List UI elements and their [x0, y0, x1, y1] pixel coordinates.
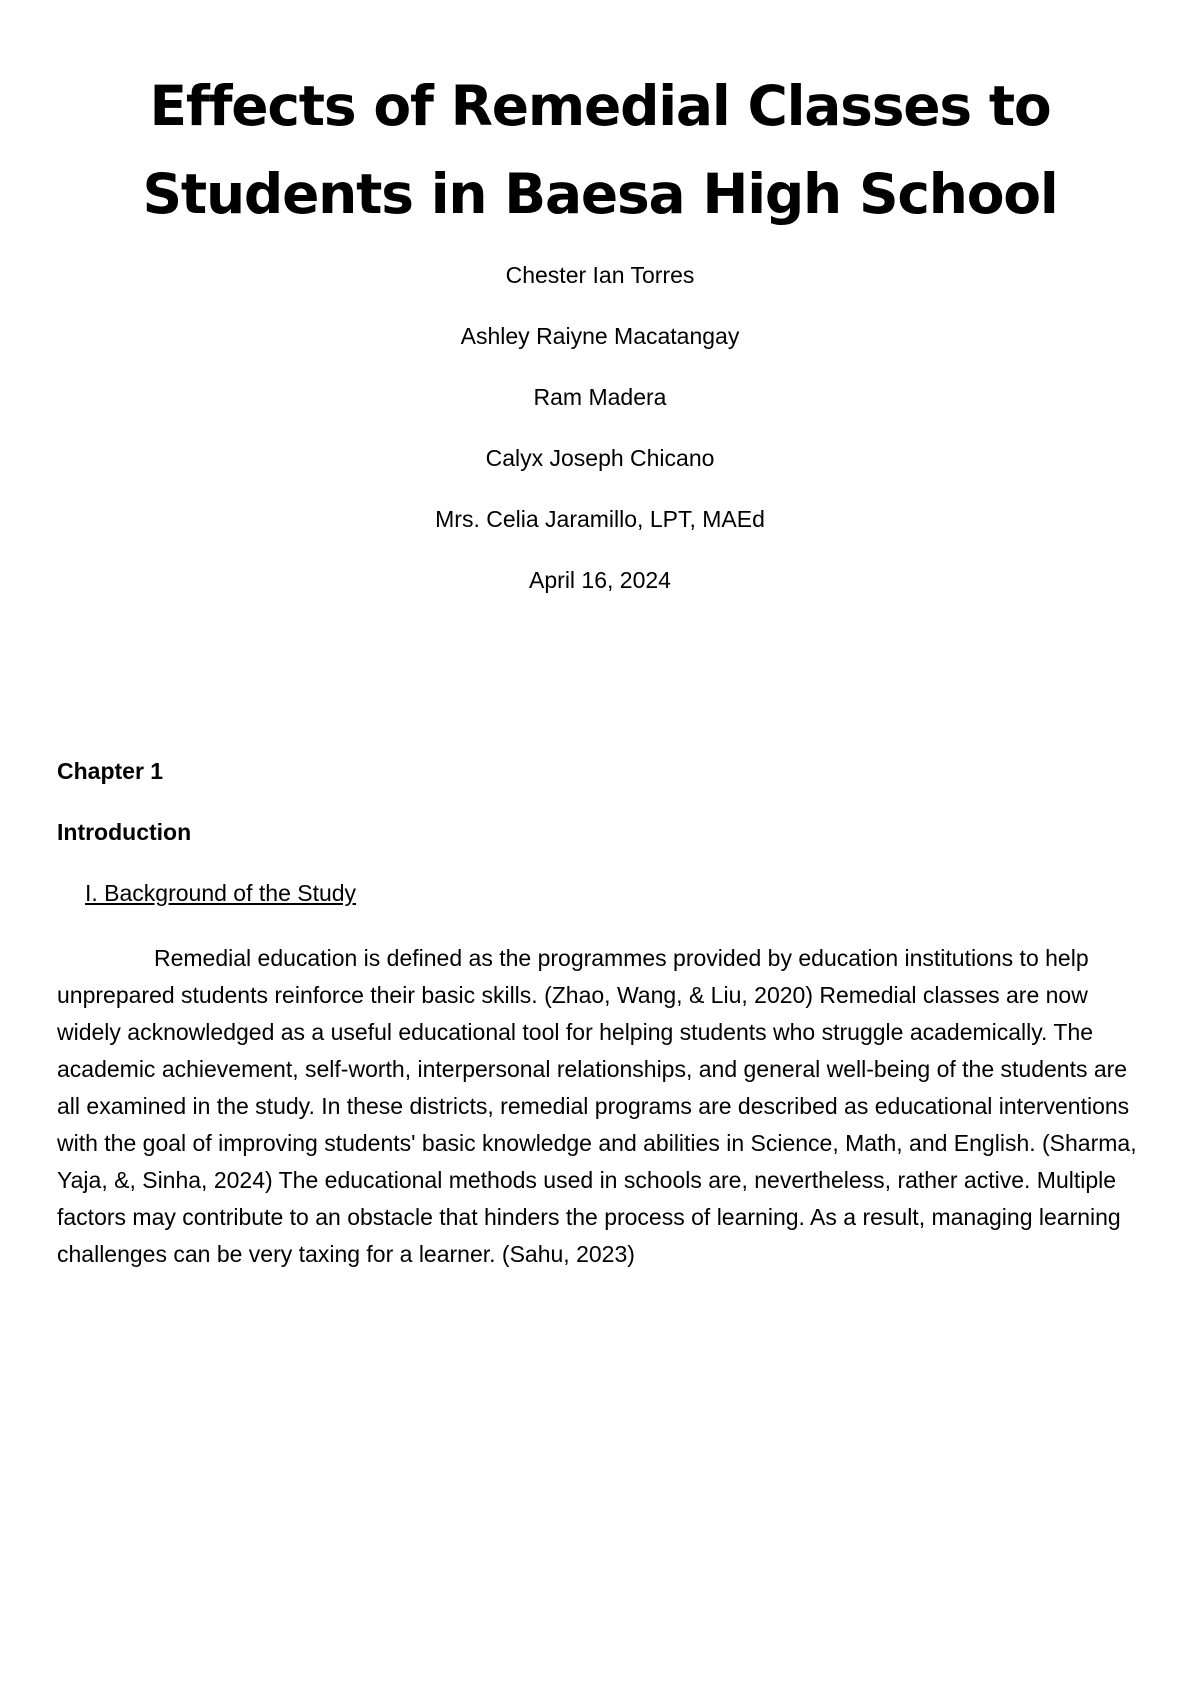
author-name: Chester Ian Torres: [505, 262, 695, 288]
title-line-2: Students in Baesa High School: [142, 162, 1058, 226]
author-name: Ashley Raiyne Macatangay: [460, 323, 740, 349]
adviser-name: Mrs. Celia Jaramillo, LPT, MAEd: [435, 506, 765, 532]
author-name: Calyx Joseph Chicano: [485, 445, 715, 471]
title-line-1: Effects of Remedial Classes to: [149, 74, 1051, 138]
document-date: April 16, 2024: [529, 567, 671, 593]
author-list: [0, 260, 1200, 626]
section-heading: Introduction: [57, 819, 192, 845]
chapter-heading: Chapter 1: [57, 758, 164, 784]
body-paragraph: Remedial education is defined as the programmes provided by education institutions to help unprepared students reinforce their basic skills. (Zhao, Wang, & Liu, 2020) Remedial classes are now widely acknowledged as a useful educational tool for helping students who struggle academically. The academic achievement, self-worth, interpersonal relationships, and general well-being of the students are all examined in the study. In these districts, remedial programs are described as educational interventions with the goal of improving students' basic knowledge and abilities in Science, Math, and English. (Sharma, Yaja, &, Sinha, 2024) The educational methods used in schools are, nevertheless, rather active. Multiple factors may contribute to an obstacle that hinders the process of learning. As a result, managing learning challenges can be very taxing for a learner. (Sahu, 2023): [57, 945, 1137, 1267]
subsection-heading: I. Background of the Study: [85, 880, 357, 906]
document-title: [60, 62, 1140, 238]
author-name: Ram Madera: [533, 384, 667, 410]
